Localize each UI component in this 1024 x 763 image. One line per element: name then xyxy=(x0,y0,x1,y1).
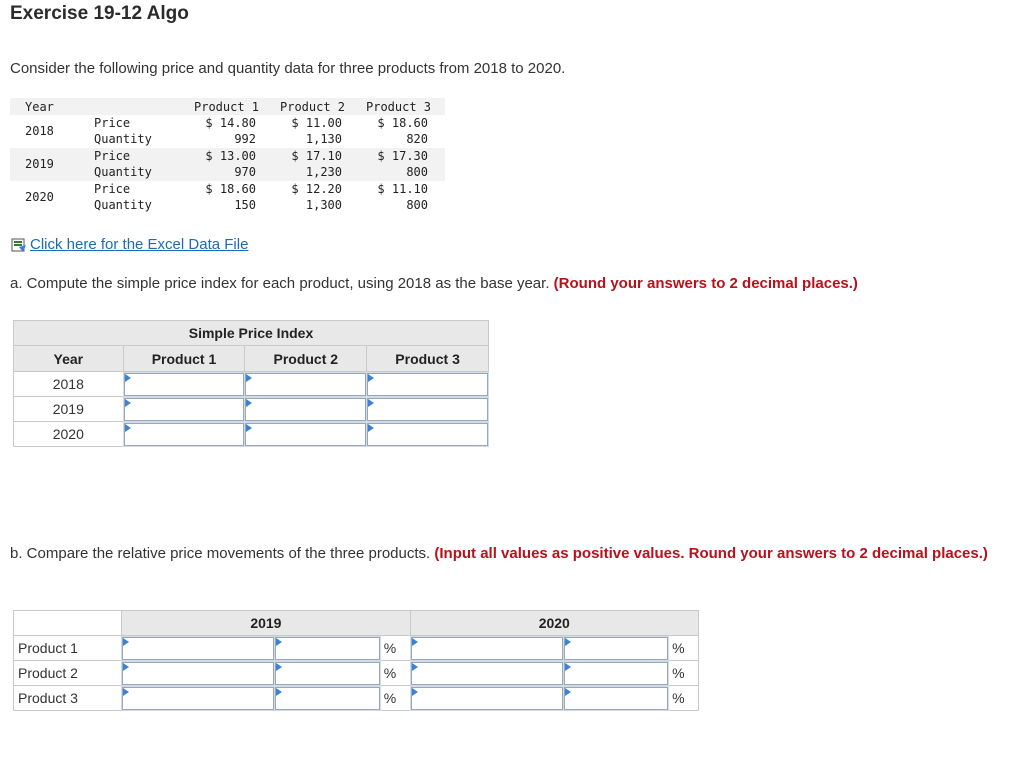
data-year-2020: 2020 xyxy=(25,190,54,204)
price-index-input-2019-product-3[interactable] xyxy=(367,398,488,421)
data-label-price: Price xyxy=(94,149,131,163)
row-year-2020: 2020 xyxy=(14,422,124,447)
col-header-product-2: Product 2 xyxy=(245,346,367,372)
data-year-2019: 2019 xyxy=(25,157,54,171)
data-value: 1,300 xyxy=(305,198,342,212)
movement-input-2020-product-3-a[interactable] xyxy=(411,687,563,710)
col-header-year: Year xyxy=(14,346,124,372)
row-label-product-3: Product 3 xyxy=(14,686,122,711)
price-index-input-2018-product-3[interactable] xyxy=(367,373,488,396)
price-movement-table xyxy=(13,610,699,711)
movement-input-2019-product-1-a[interactable] xyxy=(122,637,274,660)
data-value: 800 xyxy=(406,198,428,212)
empty-corner xyxy=(14,611,122,636)
percent-symbol: % xyxy=(380,686,410,711)
data-value: $ 11.10 xyxy=(377,182,428,196)
movement-input-2020-product-2-b[interactable] xyxy=(564,662,669,685)
data-value: 1,130 xyxy=(305,132,342,146)
data-header-year: Year xyxy=(25,100,54,114)
part-a-text: a. Compute the simple price index for each product, using 2018 as the base year. xyxy=(10,275,550,292)
data-header-product-3: Product 3 xyxy=(366,100,432,114)
col-header-2020: 2020 xyxy=(410,611,698,636)
data-value: 820 xyxy=(406,132,428,146)
percent-symbol: % xyxy=(380,661,410,686)
row-label-product-2: Product 2 xyxy=(14,661,122,686)
movement-input-2019-product-2-b[interactable] xyxy=(275,662,380,685)
row-label-product-1: Product 1 xyxy=(14,636,122,661)
part-a-instruction: (Round your answers to 2 decimal places.) xyxy=(553,275,858,292)
price-index-input-2019-product-1[interactable] xyxy=(124,398,245,421)
data-value: $ 17.30 xyxy=(377,149,428,163)
movement-input-2019-product-3-b[interactable] xyxy=(275,687,380,710)
part-a-question xyxy=(10,275,858,292)
movement-input-2020-product-2-a[interactable] xyxy=(411,662,563,685)
table-row xyxy=(14,686,699,711)
table-row xyxy=(14,661,699,686)
percent-symbol: % xyxy=(380,636,410,661)
data-label-quantity: Quantity xyxy=(94,132,152,146)
table-row xyxy=(14,372,489,397)
data-value: $ 13.00 xyxy=(205,149,256,163)
movement-input-2019-product-3-a[interactable] xyxy=(122,687,274,710)
exercise-title: Exercise 19-12 Algo xyxy=(10,3,189,24)
data-value: 150 xyxy=(234,198,256,212)
table-row xyxy=(14,636,699,661)
part-b-instruction: (Input all values as positive values. Round your answers to 2 decimal places.) xyxy=(434,545,988,562)
price-index-input-2020-product-3[interactable] xyxy=(367,423,488,446)
excel-link-label: Click here for the Excel Data File xyxy=(30,236,249,253)
price-index-input-2018-product-1[interactable] xyxy=(124,373,245,396)
movement-input-2020-product-1-a[interactable] xyxy=(411,637,563,660)
part-b-text: b. Compare the relative price movements of the three products. xyxy=(10,545,431,562)
data-header-product-1: Product 1 xyxy=(194,100,260,114)
part-b-question xyxy=(10,544,1000,564)
col-header-product-3: Product 3 xyxy=(367,346,489,372)
col-header-product-1: Product 1 xyxy=(123,346,245,372)
table-row xyxy=(14,422,489,447)
data-value: $ 12.20 xyxy=(291,182,342,196)
data-value: 992 xyxy=(234,132,256,146)
data-label-price: Price xyxy=(94,116,131,130)
data-value: 1,230 xyxy=(305,165,342,179)
movement-input-2019-product-1-b[interactable] xyxy=(275,637,380,660)
percent-symbol: % xyxy=(669,636,699,661)
data-label-quantity: Quantity xyxy=(94,198,152,212)
data-value: 800 xyxy=(406,165,428,179)
data-year-2018: 2018 xyxy=(25,124,54,138)
simple-price-index-title: Simple Price Index xyxy=(14,321,489,346)
excel-data-file-link[interactable] xyxy=(11,236,248,253)
excel-file-icon xyxy=(11,237,27,253)
data-header-product-2: Product 2 xyxy=(280,100,346,114)
data-value: $ 14.80 xyxy=(205,116,256,130)
row-year-2018: 2018 xyxy=(14,372,124,397)
price-index-input-2020-product-2[interactable] xyxy=(245,423,366,446)
simple-price-index-table xyxy=(13,320,489,447)
table-row xyxy=(14,397,489,422)
movement-input-2020-product-3-b[interactable] xyxy=(564,687,669,710)
col-header-2019: 2019 xyxy=(122,611,410,636)
data-label-quantity: Quantity xyxy=(94,165,152,179)
percent-symbol: % xyxy=(669,661,699,686)
data-value: $ 18.60 xyxy=(377,116,428,130)
movement-input-2019-product-2-a[interactable] xyxy=(122,662,274,685)
data-value: 970 xyxy=(234,165,256,179)
price-index-input-2019-product-2[interactable] xyxy=(245,398,366,421)
percent-symbol: % xyxy=(669,686,699,711)
row-year-2019: 2019 xyxy=(14,397,124,422)
price-index-input-2020-product-1[interactable] xyxy=(124,423,245,446)
data-label-price: Price xyxy=(94,182,131,196)
movement-input-2020-product-1-b[interactable] xyxy=(564,637,669,660)
data-value: $ 17.10 xyxy=(291,149,342,163)
intro-text: Consider the following price and quantity data for three products from 2018 to 2020. xyxy=(10,60,566,77)
price-index-input-2018-product-2[interactable] xyxy=(245,373,366,396)
data-value: $ 11.00 xyxy=(291,116,342,130)
data-value: $ 18.60 xyxy=(205,182,256,196)
